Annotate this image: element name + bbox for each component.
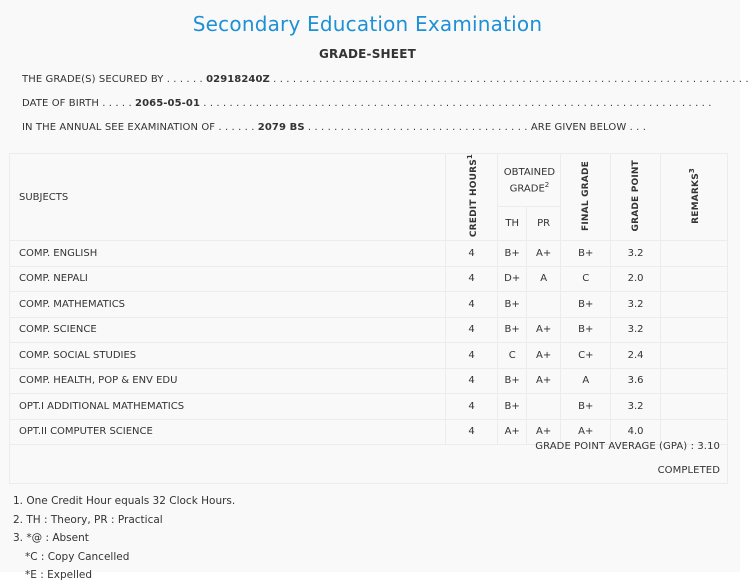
credit-cell: 4 xyxy=(445,394,498,420)
pr-grade-cell: A+ xyxy=(526,419,561,445)
obtained-grade-sup: 2 xyxy=(544,180,550,189)
subject-cell: COMP. HEALTH, POP & ENV EDU xyxy=(10,368,446,394)
header-pr: PR xyxy=(526,207,561,241)
grade-point-cell: 2.4 xyxy=(611,343,661,369)
credit-cell: 4 xyxy=(445,343,498,369)
credit-hours-sup: 1 xyxy=(465,154,474,160)
footnotes xyxy=(13,492,235,585)
subject-cell: COMP. ENGLISH xyxy=(10,241,446,267)
header-final-grade: FINAL GRADE xyxy=(561,154,611,241)
th-grade-cell: B+ xyxy=(498,292,526,318)
subject-cell: OPT.II COMPUTER SCIENCE xyxy=(10,419,446,445)
th-grade-cell: B+ xyxy=(498,368,526,394)
table-row xyxy=(10,266,728,292)
remarks-label: REMARKS xyxy=(690,172,701,224)
header-th: TH xyxy=(498,207,526,241)
final-grade-cell: C xyxy=(561,266,611,292)
summary-area xyxy=(9,422,728,484)
final-grade-cell: B+ xyxy=(561,394,611,420)
dob-dots: . . . . . . . . . . . . . . . . . . . . . . . . . . . . . . . . . . . . . . . . . . . . . . . . . . . . . . . . . . . . . . . . . . . . . . . . . . . . . . xyxy=(200,98,712,109)
header-credit-hours xyxy=(445,154,498,241)
obtained-grade-label: OBTAINED GRADE xyxy=(503,166,556,195)
final-grade-cell: B+ xyxy=(561,241,611,267)
date-of-birth-line xyxy=(22,98,711,109)
credit-cell: 4 xyxy=(445,241,498,267)
credit-cell: 4 xyxy=(445,292,498,318)
th-grade-cell: D+ xyxy=(498,266,526,292)
grade-point-cell: 3.2 xyxy=(611,241,661,267)
dob-label: DATE OF BIRTH . . . . . xyxy=(22,98,136,109)
grade-point-cell: 3.2 xyxy=(611,394,661,420)
remarks-cell xyxy=(660,343,727,369)
final-grade-cell: B+ xyxy=(561,292,611,318)
final-grade-cell: C+ xyxy=(561,343,611,369)
grade-point-cell: 3.2 xyxy=(611,317,661,343)
pr-grade-cell xyxy=(526,394,561,420)
symbol-label: THE GRADE(S) SECURED BY . . . . . . xyxy=(22,74,207,85)
final-grade-cell: B+ xyxy=(561,317,611,343)
credit-hours-label: CREDIT HOURS xyxy=(468,159,479,238)
status-text: COMPLETED xyxy=(657,465,720,476)
pr-grade-cell: A+ xyxy=(526,368,561,394)
remarks-cell xyxy=(660,368,727,394)
subject-cell: COMP. SOCIAL STUDIES xyxy=(10,343,446,369)
footnote-copy-cancelled: *C : Copy Cancelled xyxy=(25,550,130,563)
header-subjects: SUBJECTS xyxy=(10,154,446,241)
credit-cell: 4 xyxy=(445,317,498,343)
grade-rows xyxy=(10,241,728,445)
pr-grade-cell: A+ xyxy=(526,317,561,343)
exam-dots: . . . . . . . . . . . . . . . . . . . . . . . . . . . . . . . . . . ARE GIVEN BELOW . . . xyxy=(304,122,646,133)
th-grade-cell: C xyxy=(498,343,526,369)
pr-grade-cell xyxy=(526,292,561,318)
student-symbol-line xyxy=(22,74,749,85)
footnote-expelled: *E : Expelled xyxy=(25,569,93,581)
symbol-number: 02918240Z xyxy=(206,74,270,85)
table-row xyxy=(10,343,728,369)
footnote-credit-hour: 1. One Credit Hour equals 32 Clock Hours. xyxy=(13,495,236,507)
remarks-sup: 3 xyxy=(687,167,696,173)
header-grade-point: GRADE POINT xyxy=(611,154,661,241)
remarks-cell xyxy=(660,394,727,420)
credit-cell: 4 xyxy=(445,266,498,292)
table-header-row xyxy=(10,154,728,207)
subject-cell: OPT.I ADDITIONAL MATHEMATICS xyxy=(10,394,446,420)
grade-point-cell: 4.0 xyxy=(611,419,661,445)
remarks-cell xyxy=(660,317,727,343)
grade-point-cell: 2.0 xyxy=(611,266,661,292)
pr-grade-cell: A xyxy=(526,266,561,292)
remarks-cell xyxy=(660,241,727,267)
final-grade-cell: A xyxy=(561,368,611,394)
subject-cell: COMP. MATHEMATICS xyxy=(10,292,446,318)
header-obtained-grade xyxy=(498,154,561,207)
page-subtitle: GRADE-SHEET xyxy=(319,47,416,61)
footnote-th-pr: 2. TH : Theory, PR : Practical xyxy=(13,513,163,526)
footnote-absent: 3. *@ : Absent xyxy=(13,532,89,544)
th-grade-cell: B+ xyxy=(498,394,526,420)
remarks-cell xyxy=(660,292,727,318)
grade-point-cell: 3.2 xyxy=(611,292,661,318)
pr-grade-cell: A+ xyxy=(526,241,561,267)
table-row xyxy=(10,292,728,318)
credit-cell: 4 xyxy=(445,419,498,445)
grade-table xyxy=(9,153,728,445)
dob-value: 2065-05-01 xyxy=(135,98,200,109)
th-grade-cell: B+ xyxy=(498,317,526,343)
symbol-dots: . . . . . . . . . . . . . . . . . . . . . . . . . . . . . . . . . . . . . . . . . . . . . . . . . . . . . . . . . . . . . . . . . . . . . . . . . xyxy=(269,74,749,85)
exam-line xyxy=(22,122,646,133)
table-row xyxy=(10,241,728,267)
th-grade-cell: A+ xyxy=(498,419,526,445)
gpa-text: GRADE POINT AVERAGE (GPA) : 3.10 xyxy=(535,441,720,452)
exam-label: IN THE ANNUAL SEE EXAMINATION OF . . . . . . xyxy=(22,122,258,133)
page-title: Secondary Education Examination xyxy=(192,12,543,36)
subject-cell: COMP. SCIENCE xyxy=(10,317,446,343)
final-grade-cell: A+ xyxy=(561,419,611,445)
header-remarks xyxy=(660,154,727,241)
table-row xyxy=(10,368,728,394)
table-row xyxy=(10,394,728,420)
table-row xyxy=(10,317,728,343)
subject-cell: COMP. NEPALI xyxy=(10,266,446,292)
th-grade-cell: B+ xyxy=(498,241,526,267)
pr-grade-cell: A+ xyxy=(526,343,561,369)
grade-point-cell: 3.6 xyxy=(611,368,661,394)
credit-cell: 4 xyxy=(445,368,498,394)
remarks-cell xyxy=(660,266,727,292)
exam-year: 2079 BS xyxy=(257,122,305,133)
